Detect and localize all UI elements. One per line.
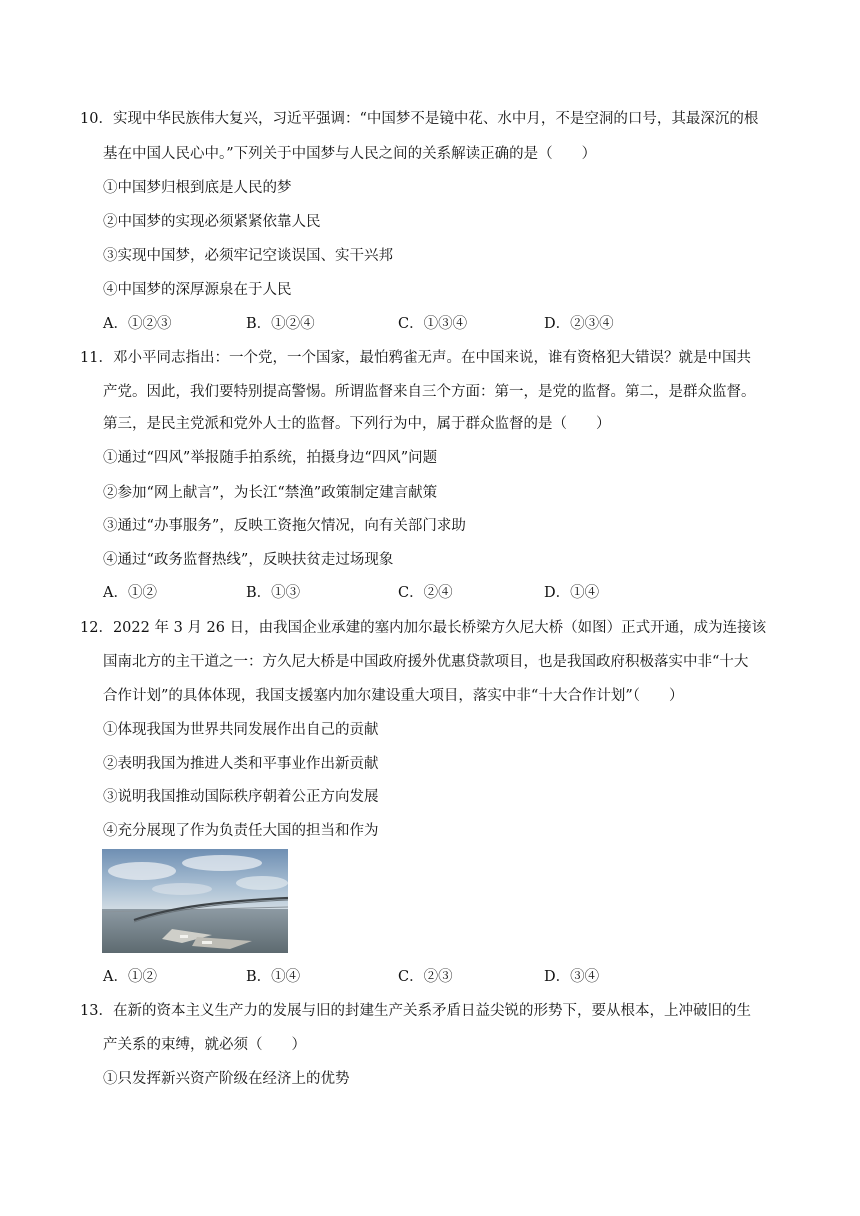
q10-statement-4: ④中国梦的深厚源泉在于人民: [103, 282, 292, 298]
q12-stem-line-1: 12．2022 年 3 月 26 日，由我国企业承建的塞内加尔最长桥梁方久尼大桥（如图）正式开通，成为连接该: [80, 620, 767, 636]
q11-choice-d[interactable]: D．①④: [544, 585, 600, 601]
q11-statement-2: ②参加“网上献言”，为长江“禁渔”政策制定建言献策: [103, 485, 438, 501]
q13-stem-line-2: 产关系的束缚，就必须（ ）: [103, 1037, 306, 1053]
q10-stem-line-1: 10．实现中华民族伟大复兴，习近平强调：“中国梦不是镜中花、水中月，不是空洞的口号，其最深沉的根: [80, 111, 759, 127]
q11-statement-4: ④通过“政务监督热线”，反映扶贫走过场现象: [103, 552, 394, 568]
q11-stem-line-3: 第三，是民主党派和党外人士的监督。下列行为中，属于群众监督的是（ ）: [103, 416, 611, 432]
q10-choice-b[interactable]: B．①②④: [246, 316, 315, 332]
q12-choice-b[interactable]: B．①④: [246, 969, 301, 985]
q12-stem-line-2: 国南北方的主干道之一：方久尼大桥是中国政府援外优惠贷款项目，也是我国政府积极落实中非“十大: [103, 654, 749, 670]
q12-statement-2: ②表明我国为推进人类和平事业作出新贡献: [103, 756, 379, 772]
q11-statement-1: ①通过“四风”举报随手拍系统，拍摄身边“四风”问题: [103, 450, 438, 466]
q12-choice-c[interactable]: C．②③: [398, 969, 453, 985]
q13-stem-line-1: 13．在新的资本主义生产力的发展与旧的封建生产关系矛盾日益尖锐的形势下，要从根本，上冲破旧的生: [80, 1003, 751, 1019]
q10-choice-c[interactable]: C．①③④: [398, 316, 468, 332]
q11-choice-b[interactable]: B．①③: [246, 585, 301, 601]
q12-choice-d[interactable]: D．③④: [544, 969, 600, 985]
q10-choice-d[interactable]: D．②③④: [544, 316, 614, 332]
q10-statement-3: ③实现中国梦，必须牢记空谈误国、实干兴邦: [103, 248, 393, 264]
q10-statement-2: ②中国梦的实现必须紧紧依靠人民: [103, 214, 321, 230]
q13-statement-1: ①只发挥新兴资产阶级在经济上的优势: [103, 1071, 350, 1087]
q12-stem-line-3: 合作计划”的具体体现，我国支援塞内加尔建设重大项目，落实中非“十大合作计划”（ ）: [103, 688, 684, 704]
q11-choice-c[interactable]: C．②④: [398, 585, 453, 601]
q10-statement-1: ①中国梦归根到底是人民的梦: [103, 180, 292, 196]
q10-stem-line-2: 基在中国人民心中。”下列关于中国梦与人民之间的关系解读正确的是（ ）: [103, 146, 597, 162]
q12-statement-3: ③说明我国推动国际秩序朝着公正方向发展: [103, 789, 379, 805]
q11-statement-3: ③通过“办事服务”，反映工资拖欠情况，向有关部门求助: [103, 518, 466, 534]
q11-choice-a[interactable]: A．①②: [103, 585, 157, 601]
q11-stem-line-1: 11．邓小平同志指出：一个党，一个国家，最怕鸦雀无声。在中国来说，谁有资格犯大错误？就是中国共: [80, 350, 751, 366]
q12-statement-1: ①体现我国为世界共同发展作出自己的贡献: [103, 722, 379, 738]
q12-choice-a[interactable]: A．①②: [103, 969, 157, 985]
q11-stem-line-2: 产党。因此，我们要特别提高警惕。所谓监督来自三个方面：第一，是党的监督。第二，是群众监督。: [103, 384, 756, 400]
bridge-photo: [102, 849, 288, 953]
q10-choice-a[interactable]: A．①②③: [103, 316, 172, 332]
q12-statement-4: ④充分展现了作为负责任大国的担当和作为: [103, 823, 379, 839]
